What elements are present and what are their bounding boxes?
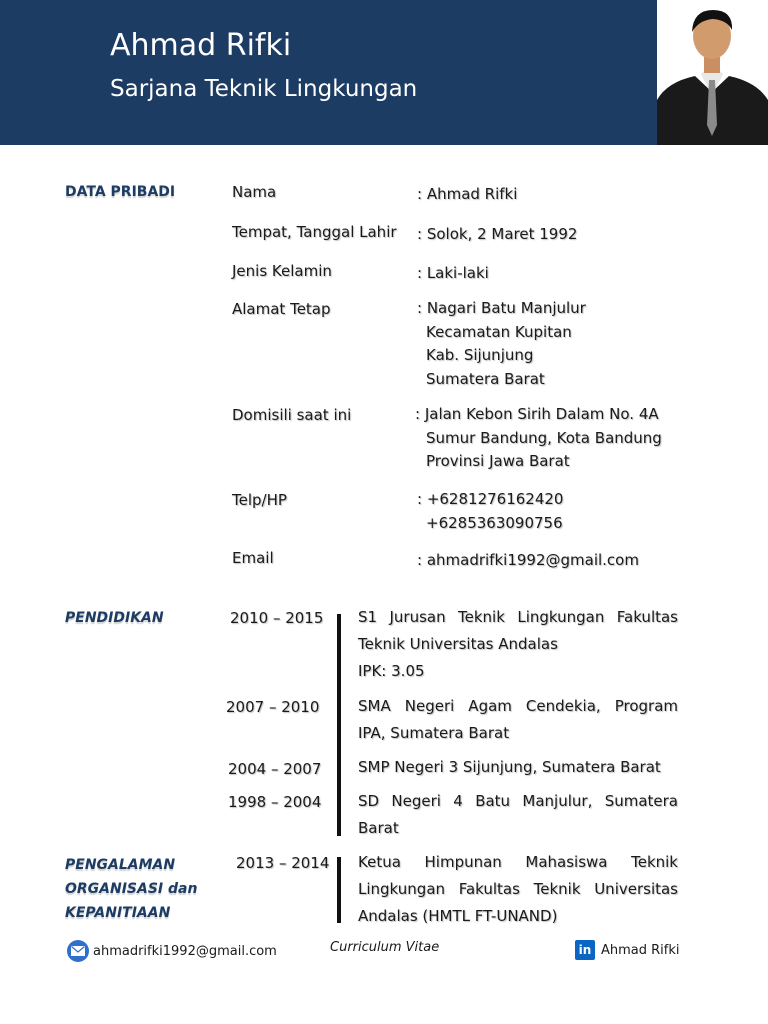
- footer-linkedin[interactable]: [575, 940, 680, 960]
- education-entry: SD Negeri 4 Batu Manjulur, Sumatera Barat: [358, 792, 678, 837]
- label-domicile: Domisili saat ini: [232, 406, 352, 424]
- value-email: : ahmadrifki1992@gmail.com: [417, 551, 639, 569]
- value-gender: : Laki-laki: [417, 264, 489, 282]
- header-banner: [0, 0, 657, 145]
- section-title-organization: PENGALAMAN ORGANISASI dan KEPANITIAAN: [65, 857, 198, 921]
- organization-entry: Ketua Himpunan Mahasiswa Teknik Lingkungan Fakultas Teknik Universitas Andalas (HMTL FT-UNAND): [358, 853, 678, 925]
- linkedin-icon: in: [575, 940, 595, 960]
- education-years: 2007 – 2010: [226, 698, 320, 716]
- footer-linkedin-name: Ahmad Rifki: [601, 942, 680, 958]
- section-title-education: PENDIDIKAN: [65, 610, 164, 626]
- label-address: Alamat Tetap: [232, 300, 331, 318]
- education-years: 1998 – 2004: [228, 793, 322, 811]
- footer-email[interactable]: [67, 940, 277, 962]
- candidate-name: Ahmad Rifki: [110, 28, 292, 63]
- education-years: 2004 – 2007: [228, 760, 322, 778]
- section-title-personal: DATA PRIBADI: [65, 184, 176, 200]
- education-entry: S1 Jurusan Teknik Lingkungan Fakultas Teknik Universitas Andalas IPK: 3.05: [358, 608, 678, 680]
- profile-photo: [657, 0, 768, 145]
- label-phone: Telp/HP: [232, 491, 287, 509]
- education-entry: SMA Negeri Agam Cendekia, Program IPA, Sumatera Barat: [358, 697, 678, 742]
- organization-years: 2013 – 2014: [236, 854, 330, 872]
- label-gender: Jenis Kelamin: [232, 262, 332, 280]
- label-nama: Nama: [232, 183, 277, 201]
- label-birth: Tempat, Tanggal Lahir: [232, 223, 397, 241]
- education-years: 2010 – 2015: [230, 609, 324, 627]
- candidate-degree: Sarjana Teknik Lingkungan: [110, 76, 418, 102]
- footer-title: Curriculum Vitae: [330, 940, 440, 955]
- education-timeline-line: [337, 614, 341, 836]
- organization-timeline-line: [337, 857, 341, 923]
- label-email: Email: [232, 549, 274, 567]
- value-birth: : Solok, 2 Maret 1992: [417, 225, 578, 243]
- value-domicile: : Jalan Kebon Sirih Dalam No. 4A Sumur Bandung, Kota Bandung Provinsi Jawa Barat: [415, 405, 662, 470]
- value-address: : Nagari Batu Manjulur Kecamatan Kupitan Kab. Sijunjung Sumatera Barat: [417, 299, 586, 388]
- value-phone: : +6281276162420 +6285363090756: [417, 490, 564, 532]
- value-nama: : Ahmad Rifki: [417, 185, 518, 203]
- footer-email-text: ahmadrifki1992@gmail.com: [93, 943, 277, 959]
- education-entry: SMP Negeri 3 Sijunjung, Sumatera Barat: [358, 758, 661, 776]
- envelope-icon: [67, 940, 89, 962]
